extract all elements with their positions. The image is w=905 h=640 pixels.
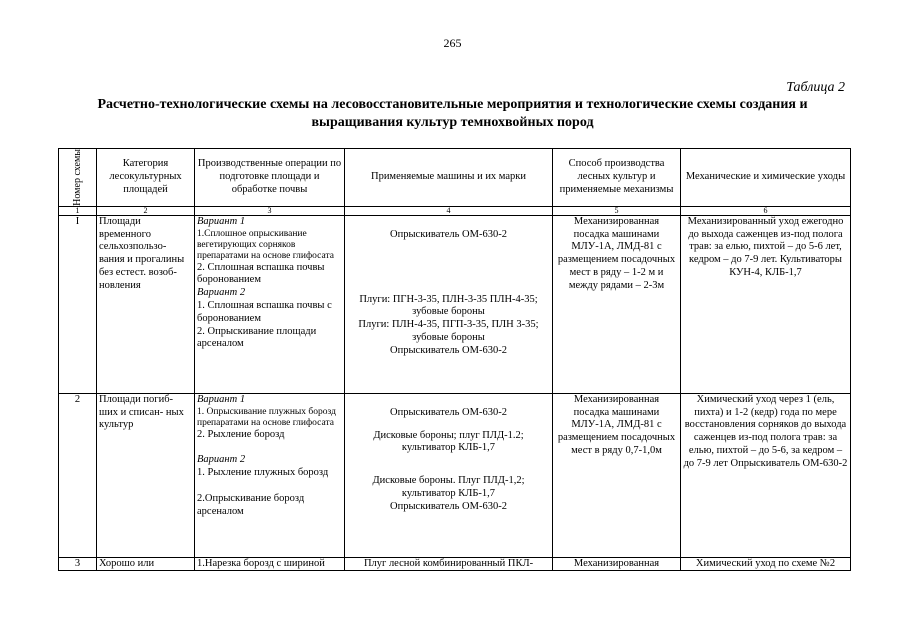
row-number: 2 xyxy=(59,393,97,557)
column-number: 4 xyxy=(345,206,553,215)
machine-item: Дисковые бороны. Плуг ПЛД-1,2; культиватор КЛБ-1,7 xyxy=(372,475,525,500)
machine-item: Опрыскиватель ОМ-630-2 xyxy=(390,344,507,356)
document-title: Расчетно-технологические схемы на лесовосстановительные мероприятия и технологические схемы создания и выращивания культур темнохвойных пород xyxy=(97,97,808,130)
column-number: 3 xyxy=(195,206,345,215)
header-method: Способ производства лесных культур и применяемые механизмы xyxy=(553,149,681,207)
header-scheme-number: Номер схемы xyxy=(59,149,97,207)
row-operations xyxy=(195,393,345,557)
variant-label: Вариант 1 xyxy=(197,393,246,405)
operation-item: 2.Опрыскивание борозд арсеналом xyxy=(197,493,305,517)
header-care: Механические и химические уходы xyxy=(681,149,851,207)
machine-item: Опрыскиватель ОМ-630-2 xyxy=(390,406,507,418)
operation-item: 1. Рыхление плужных борозд xyxy=(197,467,329,479)
row-category: Площади погиб- ших и списан- ных культур xyxy=(97,393,195,557)
row-operations: 1.Нарезка борозд с шириной xyxy=(195,557,345,570)
row-care: Химический уход через 1 (ель, пихта) и 1-2 (кедр) года по мере восстановления сорняков до выхода саженцев из-под полога трав: за елью, пихтой – до 5-6, за кедром – до 7-9 лет Опрыскиватель ОМ-630-2 xyxy=(681,393,851,557)
table-header-row xyxy=(59,149,851,207)
row-machines xyxy=(345,393,553,557)
page-number: 265 xyxy=(443,36,462,50)
operation-item: 1. Опрыскивание плужных борозд препаратами на основе глифосата xyxy=(197,406,336,428)
header-machines: Применяемые машины и их марки xyxy=(345,149,553,207)
header-category: Категория лесокультурных площадей xyxy=(97,149,195,207)
table-row xyxy=(59,557,851,570)
operation-item: 2. Опрыскивание площади арсеналом xyxy=(197,325,317,350)
column-number-row xyxy=(59,206,851,215)
row-number: 3 xyxy=(59,557,97,570)
row-category: Площади временного сельхозпользо- вания и прогалины без естест. возоб- новления xyxy=(97,215,195,393)
column-number: 6 xyxy=(681,206,851,215)
row-method: Механизированная посадка машинами МЛУ-1А, ЛМД-81 с размещением посадочных мест в ряду – 1-2 м и между рядами – 2-3м xyxy=(553,215,681,393)
operation-item: 1.Сплошное опрыскивание вегетирующих сорняков препаратами на основе глифосата xyxy=(197,228,334,261)
row-machines xyxy=(345,215,553,393)
header-operations: Производственные операции по подготовке площади и обработке почвы xyxy=(195,149,345,207)
row-care: Химический уход по схеме №2 xyxy=(681,557,851,570)
row-machines: Плуг лесной комбинированный ПКЛ- xyxy=(345,557,553,570)
schemes-table xyxy=(58,148,851,571)
table-row xyxy=(59,215,851,393)
column-number: 1 xyxy=(59,206,97,215)
machine-item: Плуги: ПГН-3-35, ПЛН-3-35 ПЛН-4-35; зубовые бороны xyxy=(359,293,538,318)
machine-item: Опрыскиватель ОМ-630-2 xyxy=(390,228,507,240)
row-number: I xyxy=(59,215,97,393)
row-care: Механизированный уход ежегодно до выхода саженцев из-под полога трав: за елью, пихтой – до 5-6 лет, кедром – до 7-9 лет. Культиваторы КУН-4, КЛБ-1,7 xyxy=(681,215,851,393)
variant-label: Вариант 1 xyxy=(197,215,246,227)
row-operations xyxy=(195,215,345,393)
table-label: Таблица 2 xyxy=(786,80,845,95)
machine-item: Опрыскиватель ОМ-630-2 xyxy=(390,500,507,512)
operation-item: 2. Рыхление борозд xyxy=(197,428,285,440)
row-category: Хорошо или xyxy=(97,557,195,570)
column-number: 5 xyxy=(553,206,681,215)
row-method: Механизированная xyxy=(553,557,681,570)
table-row xyxy=(59,393,851,557)
variant-label: Вариант 2 xyxy=(197,454,246,466)
column-number: 2 xyxy=(97,206,195,215)
machine-item: Дисковые бороны; плуг ПЛД-1.2; культиватор КЛБ-1,7 xyxy=(373,429,524,454)
row-method: Механизированная посадка машинами МЛУ-1А, ЛМД-81 с размещением посадочных мест в ряду 0,7-1,0м xyxy=(553,393,681,557)
operation-item: 1. Сплошная вспашка почвы с боронованием xyxy=(197,300,332,324)
machine-item: Плуги: ПЛН-4-35, ПГП-3-35, ПЛН 3-35; зубовые бороны xyxy=(358,319,539,344)
operation-item: 2. Сплошная вспашка почвы боронованием xyxy=(197,261,325,286)
variant-label: Вариант 2 xyxy=(197,287,246,299)
